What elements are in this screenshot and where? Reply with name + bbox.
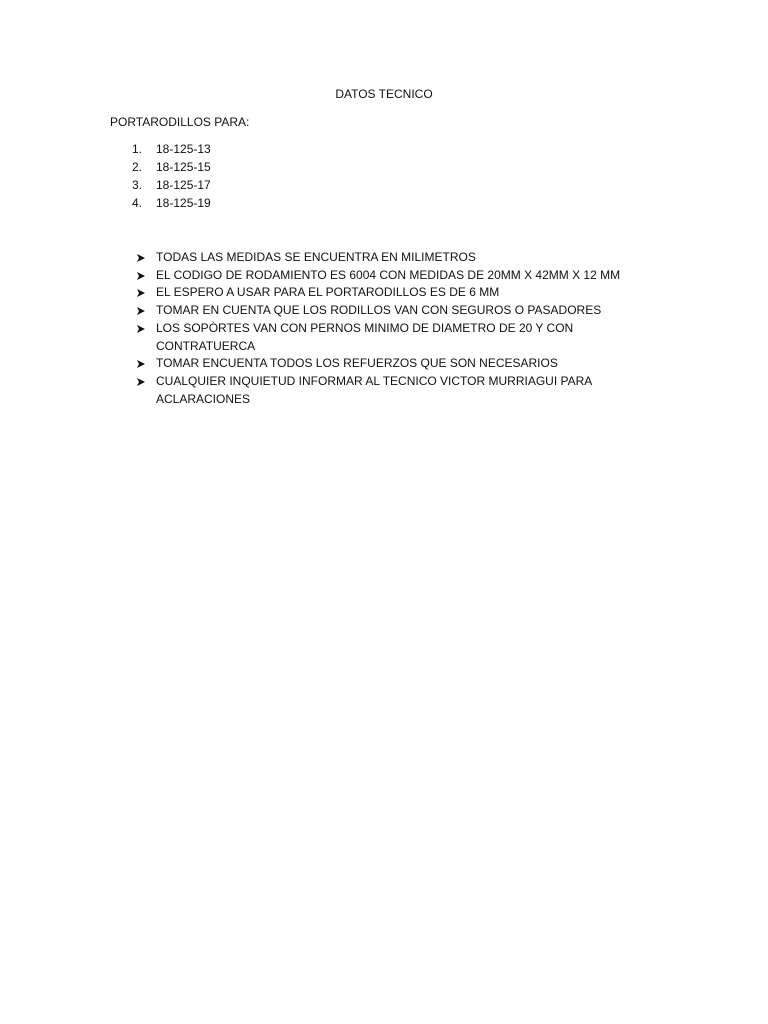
list-number: 4. xyxy=(132,196,143,210)
document-title: DATOS TECNICO xyxy=(335,87,433,101)
bullet-list-item xyxy=(110,320,670,355)
bullet-text: TOMAR EN CUENTA QUE LOS RODILLOS VAN CON SEGUROS O PASADORES xyxy=(156,303,602,318)
list-item-text: 18-125-13 xyxy=(156,142,211,156)
bullet-list xyxy=(110,249,670,408)
bullet-list-item xyxy=(110,355,670,373)
bullet-list-item xyxy=(110,373,670,408)
list-number: 1. xyxy=(132,142,143,156)
bullet-list-item xyxy=(110,249,670,267)
arrow-bullet-icon xyxy=(136,373,148,391)
arrow-bullet-icon xyxy=(136,249,148,267)
list-item-text: 18-125-15 xyxy=(156,160,211,174)
bullet-text: CUALQUIER INQUIETUD INFORMAR AL TECNICO VICTOR MURRIAGUI PARA ACLARACIONES xyxy=(156,373,592,406)
arrow-bullet-icon xyxy=(136,302,148,320)
bullet-list-item xyxy=(110,302,670,320)
list-item-text: 18-125-19 xyxy=(156,196,211,210)
list-number: 2. xyxy=(132,160,143,174)
arrow-bullet-icon xyxy=(136,355,148,373)
document-subtitle: PORTARODILLOS PARA: xyxy=(110,115,250,129)
bullet-text: EL ESPERO A USAR PARA EL PORTARODILLOS ES DE 6 MM xyxy=(156,285,500,300)
list-number: 3. xyxy=(132,178,143,192)
arrow-bullet-icon xyxy=(136,267,148,285)
bullet-text: LOS SOPÒRTES VAN CON PERNOS MINIMO DE DIAMETRO DE 20 Y CON CONTRATUERCA xyxy=(156,320,574,353)
bullet-text: EL CODIGO DE RODAMIENTO ES 6004 CON MEDIDAS DE 20MM X 42MM X 12 MM xyxy=(156,267,621,282)
arrow-bullet-icon xyxy=(136,284,148,302)
arrow-bullet-icon xyxy=(136,320,148,338)
bullet-list-item xyxy=(110,284,670,302)
list-item-text: 18-125-17 xyxy=(156,178,211,192)
bullet-text: TODAS LAS MEDIDAS SE ENCUENTRA EN MILIMETROS xyxy=(156,250,476,264)
bullet-text: TOMAR ENCUENTA TODOS LOS REFUERZOS QUE SON NECESARIOS xyxy=(156,356,558,371)
bullet-list-item xyxy=(110,267,670,285)
